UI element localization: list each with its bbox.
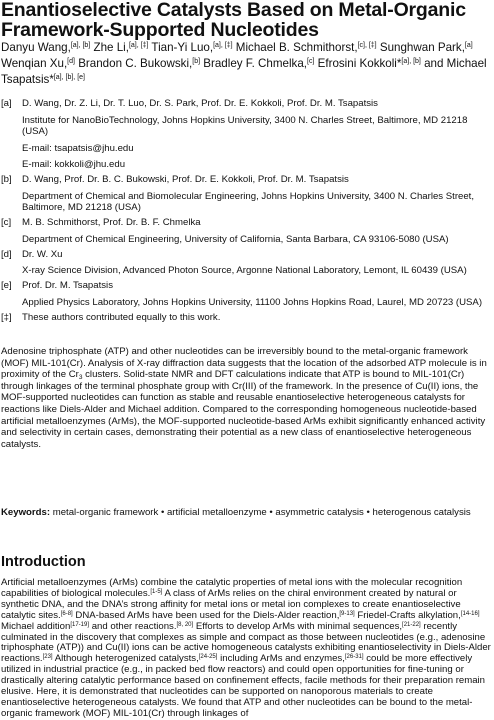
affiliation-names: These authors contributed equally to this work. [22,311,221,323]
section-heading-introduction: Introduction [1,554,86,570]
citation-superscript: [a] [464,42,473,49]
citation-superscript: [26-31] [344,654,364,661]
affiliation-names: M. B. Schmithorst, Prof. Dr. B. F. Chmelka [22,217,201,228]
citation-superscript: [23] [42,654,53,661]
affiliation-names: Prof. Dr. M. Tsapatsis [22,280,113,291]
affiliation-detail: Applied Physics Laboratory, Johns Hopkins University, 11100 Johns Hopkins Road, Laurel, MD 20723 (USA) [22,296,483,308]
citation-superscript: [c], [‡] [357,42,377,49]
abstract [1,346,493,450]
introduction-text [1,578,493,720]
text-run: Efrosini Kokkoli* [314,57,402,70]
affiliation-entry [0,174,494,214]
subscript: 3 [78,374,83,382]
text-run: Artificial metalloenzymes (ArMs) combine the catalytic properties of metal ions with the molecular recognition capabilities of biological molecules. [1,577,463,599]
citation-superscript: [a], [‡] [213,42,233,49]
affiliation-tag: [e] [1,280,12,291]
affiliation-entry [0,312,494,324]
author-list [1,40,493,88]
text-run: DNA-based ArMs have been used for the Diels-Alder reaction, [72,609,340,621]
citation-superscript: [d] [67,58,75,65]
affiliation-detail: Department of Chemical Engineering, University of California, Santa Barbara, CA 93106-5080 (USA) [22,233,449,245]
text-run: Adenosine triphosphate (ATP) and other nucleotides can be irreversibly bound to the metal-organic framework (MOF) MIL-101(Cr). Analysis of X-ray diffraction data suggests that the location of the adsorbed ATP molecule is in proximity of the Cr [1,346,487,381]
keywords-text: metal-organic framework • artificial metalloenzyme • asymmetric catalysis • heterogenous catalysis [50,507,471,518]
text-run: and Michael Tsapatsis* [1,57,487,86]
affiliation-tag: [‡] [1,311,12,323]
text-run: including ArMs and enzymes, [217,653,345,665]
text-run: recently culminated in the discovery that complexes as simple and compact as those between nucleotides (e.g., adenosine triphosphate (ATP)) and Cu(II) ions can be active homogeneous catalysts exhibiting enantioselectivity in Diels-Alder reactions. [1,620,491,665]
affiliation-detail: Institute for NanoBioTechnology, Johns Hopkins University, 3400 N. Charles Street, Baltimore, MD 21218 (USA) [22,114,468,137]
keywords-label: Keywords: [1,507,51,518]
paper-title: Enantioselective Catalysts Based on Metal-Organic Framework-Supported Nucleotides [1,0,466,41]
text-run: Michael B. Schmithorst, [232,41,358,54]
affiliation-names: D. Wang, Prof. Dr. B. C. Bukowski, Prof. Dr. E. Kokkoli, Prof. Dr. M. Tsapatsis [22,174,349,185]
text-run: Efforts to develop ArMs with minimal sequences, [193,620,403,632]
affiliation-entry [0,98,494,171]
citation-superscript: [24-25] [198,654,218,661]
citation-superscript: [9-13] [339,610,355,617]
affiliation-names: Dr. W. Xu [22,248,63,260]
affiliation-entry [0,217,494,245]
affiliation-names: D. Wang, Dr. Z. Li, Dr. T. Luo, Dr. S. Park, Prof. Dr. E. Kokkoli, Prof. Dr. M. Tsapatsis [22,98,378,109]
affiliation-tag: [a] [1,98,12,109]
text-run: Brandon C. Bukowski, [74,57,193,70]
citation-superscript: [a], [b], [e] [53,74,85,81]
citation-superscript: [8, 20] [176,621,194,628]
citation-superscript: [1-5] [150,588,163,595]
citation-superscript: [21-22] [402,621,421,628]
text-run: Danyu Wang, [1,41,71,54]
text-run: Sunghwan Park, [376,41,465,54]
affiliation-tag: [c] [1,217,12,228]
affiliation-tag: [b] [1,174,12,185]
affiliation-tag: [d] [1,248,12,260]
citation-superscript: [17-19] [70,621,90,628]
text-run: clusters. Solid-state NMR and DFT calculations indicate that ATP is bound to MIL-101(Cr) through linkages of the terminal phosphate group with Cr(III) of the framework. In the presence of Cu(II) ions, the MOF-supported nucleotides can function as stable and reusable enantioselective heterogeneous catalysts for reactions like Diels-Alder and Michael addition. Compared to the corresponding homogeneous nucleotide-based artificial metalloenzymes (ArMs), the MOF-supported nucleotide-based ArMs exhibit significantly enhanced activity and selectivity in certain cases, demonstrating their potential as a new class of enantioselective heterogeneous catalysts. [1,369,486,450]
text-run: Wenqian Xu, [1,57,68,70]
text-run: Tian-Yi Luo, [148,41,214,54]
affiliations [0,98,494,327]
citation-superscript: [a], [b] [70,42,91,49]
affiliation-entry [0,280,494,308]
citation-superscript: [a], [b] [401,58,421,65]
text-run: Friedel-Crafts alkylation, [354,609,461,621]
affiliation-detail: X-ray Science Division, Advanced Photon Source, Argonne National Laboratory, Lemont, IL 60439 (USA) [22,265,467,276]
citation-superscript: [6-8] [60,610,73,617]
affiliation-entry [0,249,494,277]
citation-superscript: [14-16] [460,610,480,617]
affiliation-detail: E-mail: tsapatsis@jhu.edu [22,142,134,154]
text-run: Although heterogenized catalysts, [52,653,199,665]
affiliation-detail: E-mail: kokkoli@jhu.edu [22,159,126,170]
affiliation-detail: Department of Chemical and Biomolecular Engineering, Johns Hopkins University, 3400 N. Charles Street, Baltimore, MD 21218 (USA) [22,190,475,213]
text-run: Zhe Li, [90,41,129,54]
citation-superscript: [a], [‡] [128,42,149,49]
text-run: Bradley F. Chmelka, [200,57,308,70]
text-run: could be more effectively utilized in industrial practice (e.g., in packed bed flow reactors) and could open opportunities for fine-tuning or drastically altering catalytic performance based on confinement effects, facile methods for their preparation remain elusive. Here, it is demonstrated that nucleotides can be supported on nanoporous materials to create enantioselective heterogeneous catalysts. We found that ATP and other nucleotides can be bound to the metal-organic framework (MOF) MIL-101(Cr) through linkages of [1,653,486,719]
citation-superscript: [c] [307,58,315,65]
citation-superscript: [b] [192,58,201,65]
text-run: and other reactions. [89,620,177,632]
text-run: Michael addition [1,620,71,632]
keywords [1,507,493,519]
text-run: A class of ArMs relies on the chiral environment created by natural or synthetic DNA, and the DNA’s strong affinity for metal ions or metal ion complexes to create enantioselective catalytic sites. [1,587,461,621]
